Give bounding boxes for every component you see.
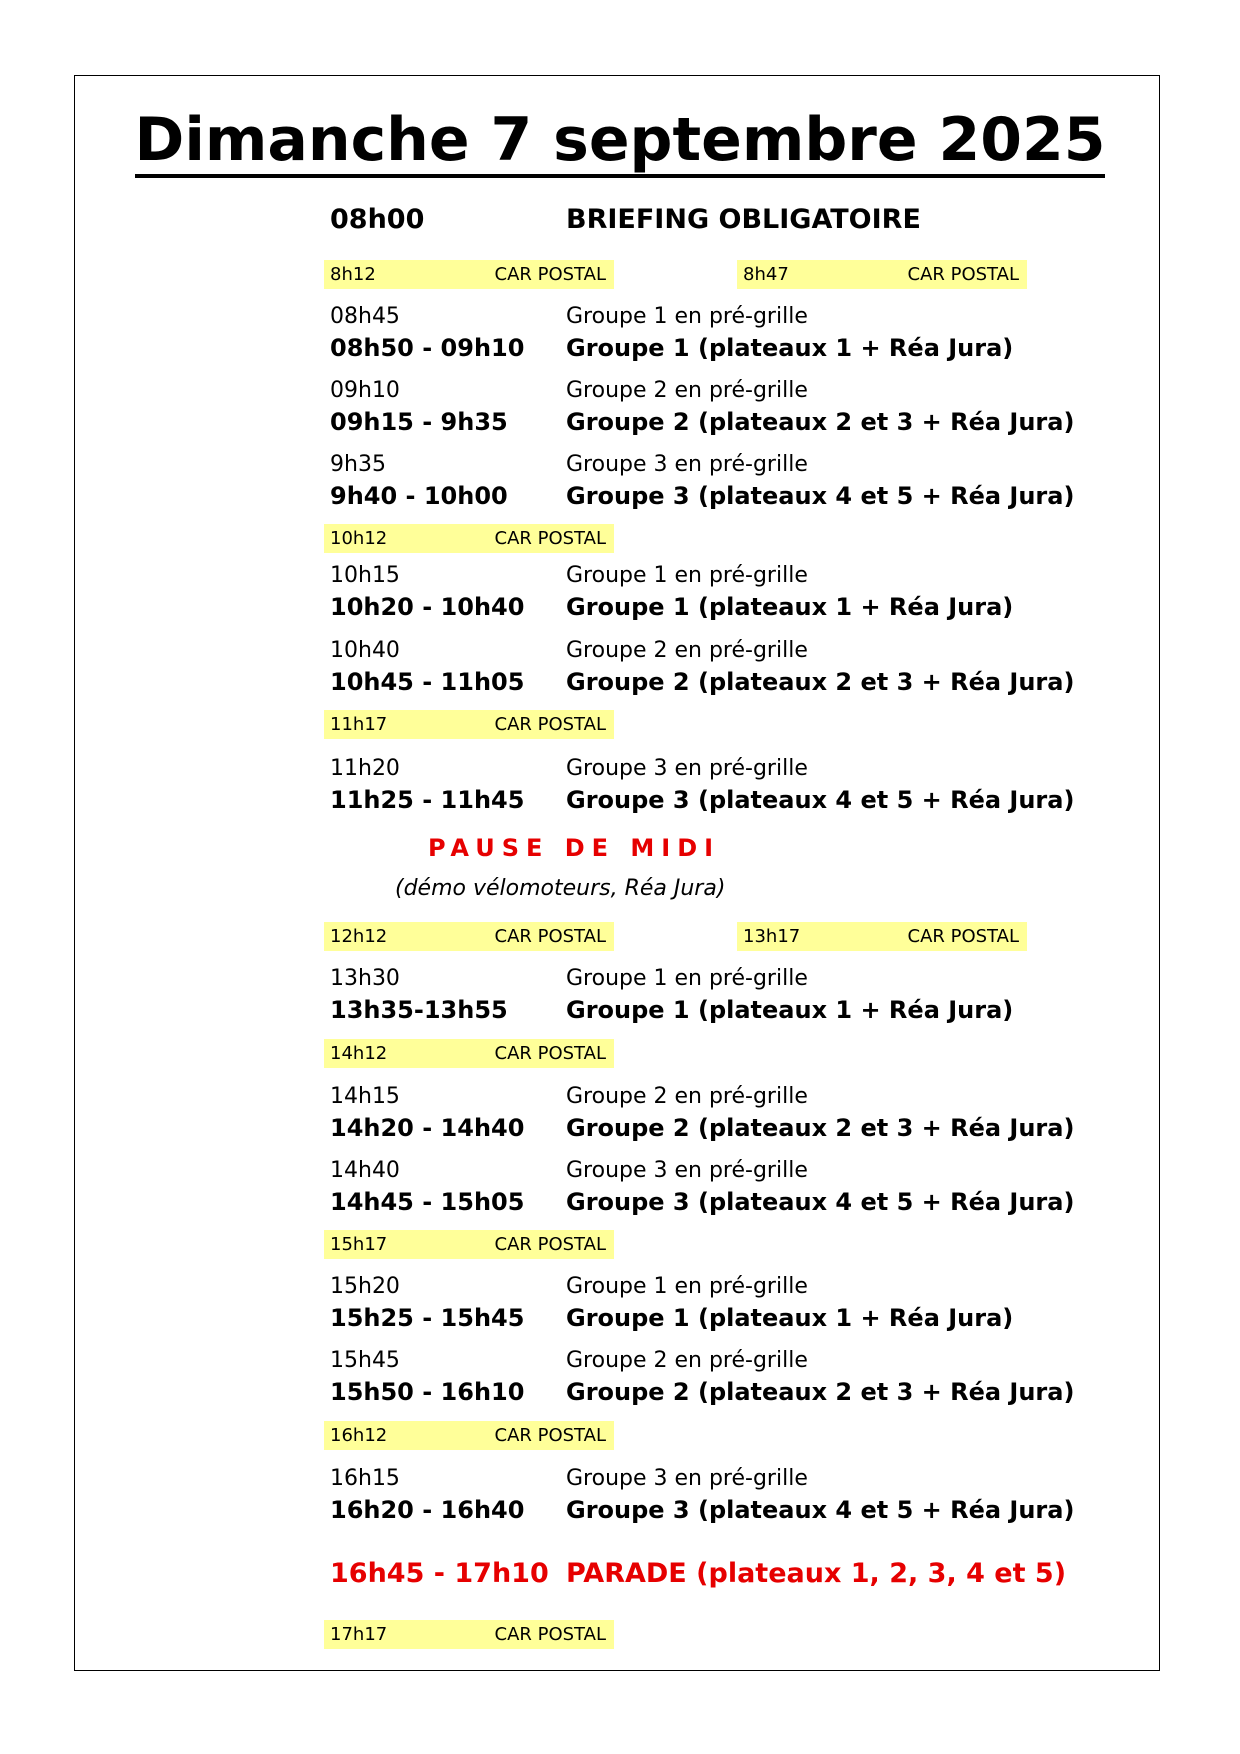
bus-label: CAR POSTAL: [494, 1425, 606, 1446]
session-label: Groupe 3 (plateaux 4 et 5 + Réa Jura): [566, 1496, 1075, 1524]
pre-grid-time: 14h40: [330, 1158, 400, 1183]
session-time: 15h50 - 16h10: [330, 1378, 525, 1406]
pre-grid-time: 09h10: [330, 378, 400, 403]
briefing-time: 08h00: [330, 204, 425, 235]
pre-grid-time: 11h20: [330, 756, 400, 781]
bus-label: CAR POSTAL: [494, 926, 606, 947]
pre-grid-time: 9h35: [330, 452, 386, 477]
session-label: Groupe 1 (plateaux 1 + Réa Jura): [566, 593, 1014, 621]
pre-grid-label: Groupe 1 en pré-grille: [566, 563, 808, 588]
session-label: Groupe 1 (plateaux 1 + Réa Jura): [566, 1304, 1014, 1332]
bus-slot: [324, 1421, 614, 1450]
session-label: Groupe 2 (plateaux 2 et 3 + Réa Jura): [566, 668, 1075, 696]
pre-grid-label: Groupe 1 en pré-grille: [566, 1274, 808, 1299]
session-time: 9h40 - 10h00: [330, 482, 508, 510]
pre-grid-label: Groupe 3 en pré-grille: [566, 756, 808, 781]
session-time: 14h45 - 15h05: [330, 1188, 525, 1216]
bus-time: 17h17: [330, 1624, 388, 1645]
session-time: 10h20 - 10h40: [330, 593, 525, 621]
session-time: 09h15 - 9h35: [330, 408, 508, 436]
page-title: [0, 102, 1240, 178]
bus-label: CAR POSTAL: [494, 528, 606, 549]
pre-grid-time: 15h45: [330, 1348, 400, 1373]
briefing-label: BRIEFING OBLIGATOIRE: [566, 204, 921, 235]
title-text: Dimanche 7 septembre 2025: [135, 106, 1106, 178]
bus-time: 8h47: [743, 264, 789, 285]
bus-label: CAR POSTAL: [494, 1234, 606, 1255]
bus-time: 16h12: [330, 1425, 388, 1446]
parade-time: 16h45 - 17h10: [330, 1558, 549, 1589]
session-label: Groupe 3 (plateaux 4 et 5 + Réa Jura): [566, 1188, 1075, 1216]
pre-grid-label: Groupe 2 en pré-grille: [566, 1084, 808, 1109]
pre-grid-label: Groupe 3 en pré-grille: [566, 1158, 808, 1183]
bus-time: 8h12: [330, 264, 376, 285]
pre-grid-time: 14h15: [330, 1084, 400, 1109]
session-time: 10h45 - 11h05: [330, 668, 525, 696]
pre-grid-time: 15h20: [330, 1274, 400, 1299]
pre-grid-label: Groupe 2 en pré-grille: [566, 638, 808, 663]
parade-label: PARADE (plateaux 1, 2, 3, 4 et 5): [566, 1558, 1067, 1589]
bus-slot: [324, 524, 614, 553]
bus-slot: [737, 260, 1027, 289]
bus-slot: [324, 1039, 614, 1068]
pre-grid-time: 10h40: [330, 638, 400, 663]
bus-label: CAR POSTAL: [907, 926, 1019, 947]
session-label: Groupe 2 (plateaux 2 et 3 + Réa Jura): [566, 1378, 1075, 1406]
bus-label: CAR POSTAL: [907, 264, 1019, 285]
bus-slot: [324, 260, 614, 289]
pre-grid-label: Groupe 1 en pré-grille: [566, 304, 808, 329]
session-label: Groupe 1 (plateaux 1 + Réa Jura): [566, 334, 1014, 362]
session-time: 08h50 - 09h10: [330, 334, 525, 362]
pre-grid-label: Groupe 1 en pré-grille: [566, 966, 808, 991]
pre-grid-label: Groupe 2 en pré-grille: [566, 1348, 808, 1373]
bus-slot: [324, 1230, 614, 1259]
session-label: Groupe 2 (plateaux 2 et 3 + Réa Jura): [566, 408, 1075, 436]
session-label: Groupe 3 (plateaux 4 et 5 + Réa Jura): [566, 786, 1075, 814]
session-time: 11h25 - 11h45: [330, 786, 525, 814]
bus-time: 15h17: [330, 1234, 388, 1255]
bus-label: CAR POSTAL: [494, 714, 606, 735]
lunch-break-label: PAUSE DE MIDI: [428, 834, 721, 862]
bus-label: CAR POSTAL: [494, 264, 606, 285]
session-time: 16h20 - 16h40: [330, 1496, 525, 1524]
bus-slot: [737, 922, 1027, 951]
lunch-break-note: (démo vélomoteurs, Réa Jura): [395, 876, 726, 901]
pre-grid-label: Groupe 3 en pré-grille: [566, 1466, 808, 1491]
pre-grid-time: 08h45: [330, 304, 400, 329]
session-time: 13h35-13h55: [330, 996, 508, 1024]
session-time: 14h20 - 14h40: [330, 1114, 525, 1142]
pre-grid-label: Groupe 2 en pré-grille: [566, 378, 808, 403]
bus-time: 13h17: [743, 926, 801, 947]
pre-grid-time: 10h15: [330, 563, 400, 588]
bus-time: 11h17: [330, 714, 388, 735]
session-label: Groupe 1 (plateaux 1 + Réa Jura): [566, 996, 1014, 1024]
pre-grid-time: 16h15: [330, 1466, 400, 1491]
bus-time: 12h12: [330, 926, 388, 947]
session-label: Groupe 3 (plateaux 4 et 5 + Réa Jura): [566, 482, 1075, 510]
bus-time: 14h12: [330, 1043, 388, 1064]
bus-slot: [324, 710, 614, 739]
session-label: Groupe 2 (plateaux 2 et 3 + Réa Jura): [566, 1114, 1075, 1142]
session-time: 15h25 - 15h45: [330, 1304, 525, 1332]
bus-label: CAR POSTAL: [494, 1624, 606, 1645]
bus-slot: [324, 1620, 614, 1649]
pre-grid-label: Groupe 3 en pré-grille: [566, 452, 808, 477]
bus-slot: [324, 922, 614, 951]
bus-time: 10h12: [330, 528, 388, 549]
bus-label: CAR POSTAL: [494, 1043, 606, 1064]
pre-grid-time: 13h30: [330, 966, 400, 991]
